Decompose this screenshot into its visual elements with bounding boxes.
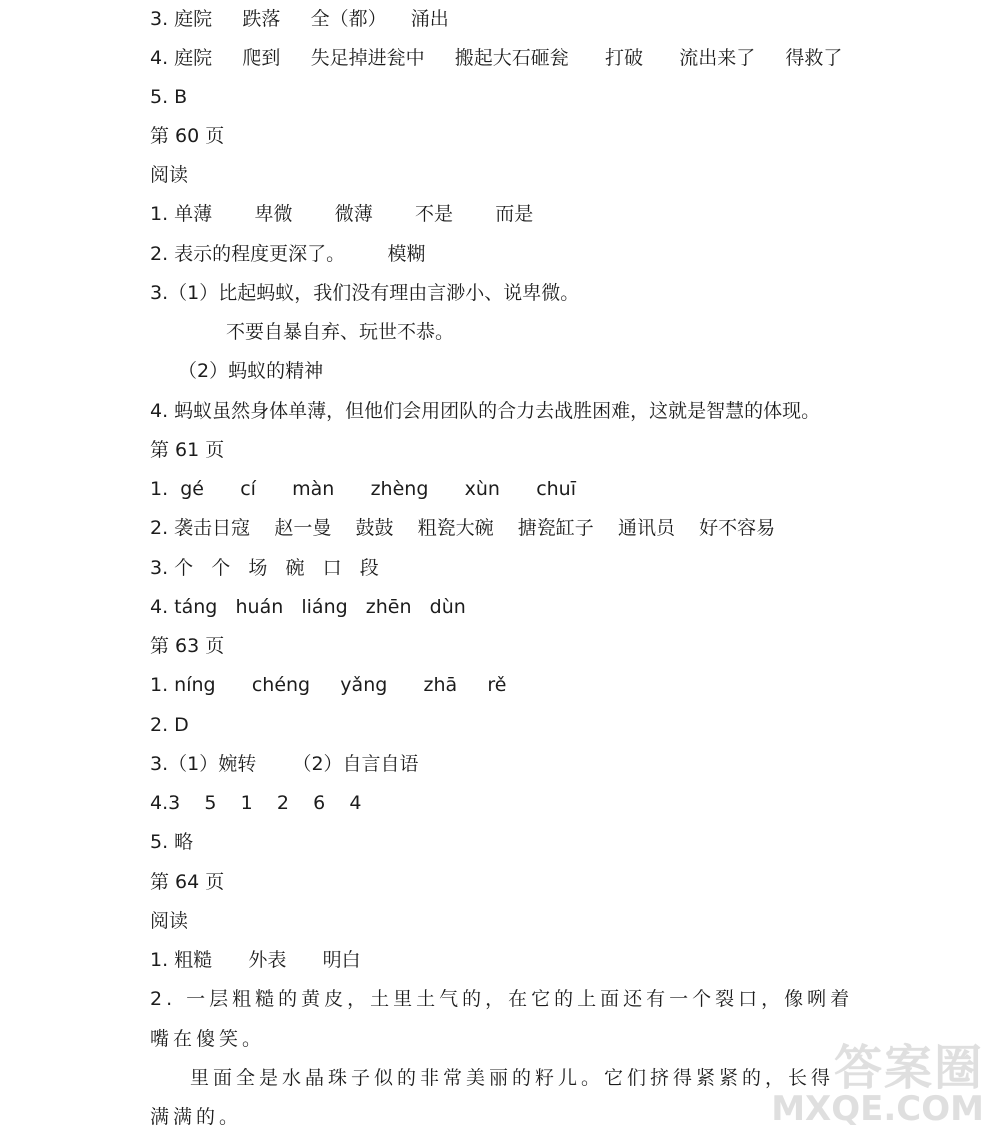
answer-line-q3-p59: 3. 庭院 跌落 全（都） 涌出 xyxy=(150,8,449,30)
answer-line-q3-p60-cont: 不要自暴自弃、玩世不恭。 xyxy=(226,321,455,343)
answer-line-q4-p63: 4.3 5 1 2 6 4 xyxy=(150,792,362,814)
answer-line-q2-p63: 2. D xyxy=(150,714,189,736)
answer-line-q2-p64-cont: 嘴在傻笑。 xyxy=(150,1028,266,1050)
answer-line-q3-p63: 3.（1）婉转 （2）自言自语 xyxy=(150,753,419,775)
section-heading-reading-p64: 阅读 xyxy=(150,910,189,932)
answer-line-q1-p63: 1. níng chéng yǎng zhā rě xyxy=(150,674,507,696)
answer-line-q3-2-p60: （2）蚂蚁的精神 xyxy=(178,360,324,382)
answer-paragraph-p64-cont: 满满的。 xyxy=(150,1106,243,1128)
answer-line-q3-p61: 3. 个 个 场 碗 口 段 xyxy=(150,557,379,579)
page-heading-61: 第 61 页 xyxy=(150,439,225,461)
answer-line-q5-p63: 5. 略 xyxy=(150,831,194,853)
answer-line-q4-p60: 4. 蚂蚁虽然身体单薄，但他们会用团队的合力去战胜困难，这就是智慧的体现。 xyxy=(150,400,821,422)
answer-line-q4-p59: 4. 庭院 爬到 失足掉进瓮中 搬起大石砸瓮 打破 流出来了 得救了 xyxy=(150,47,843,69)
answer-line-q2-p64: 2. 一层粗糙的黄皮，土里土气的，在它的上面还有一个裂口，像咧着 xyxy=(150,988,854,1010)
answer-paragraph-p64: 里面全是水晶珠子似的非常美丽的籽儿。它们挤得紧紧的，长得 xyxy=(190,1067,835,1089)
section-heading-reading: 阅读 xyxy=(150,164,189,186)
watermark-logo-text: 答案圈 xyxy=(833,1040,984,1096)
watermark-url-text: MXQE.COM xyxy=(771,1089,984,1129)
page-heading-64: 第 64 页 xyxy=(150,871,225,893)
answer-line-q5-p59: 5. B xyxy=(150,86,188,108)
page-heading-60: 第 60 页 xyxy=(150,125,225,147)
answer-line-q1-p61: 1. gé cí màn zhèng xùn chuī xyxy=(150,478,577,500)
answer-line-q1-p64: 1. 粗糙 外表 明白 xyxy=(150,949,361,971)
answer-line-q2-p61: 2. 袭击日寇 赵一曼 鼓鼓 粗瓷大碗 搪瓷缸子 通讯员 好不容易 xyxy=(150,517,776,539)
answer-line-q4-p61: 4. táng huán liáng zhēn dùn xyxy=(150,596,466,618)
answer-line-q1-p60: 1. 单薄 卑微 微薄 不是 而是 xyxy=(150,203,534,225)
answer-line-q2-p60: 2. 表示的程度更深了。 模糊 xyxy=(150,243,426,265)
answer-line-q3-p60: 3.（1）比起蚂蚁，我们没有理由言渺小、说卑微。 xyxy=(150,282,580,304)
page-heading-63: 第 63 页 xyxy=(150,635,225,657)
